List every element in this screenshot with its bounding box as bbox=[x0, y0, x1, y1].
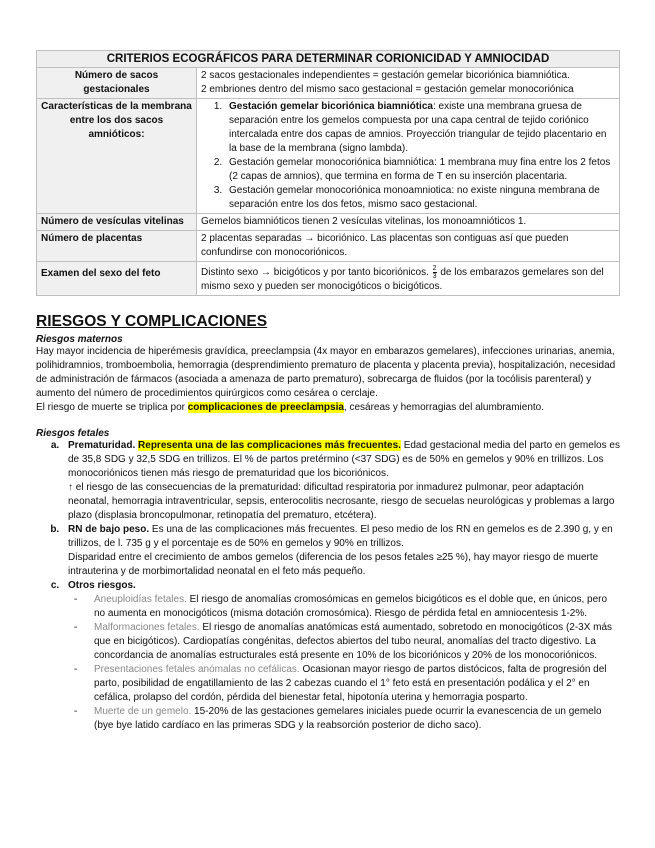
row-value-vesiculas: Gemelos biamnióticos tienen 2 vesículas vitelinas, los monoamnióticos 1. bbox=[197, 214, 620, 231]
table-row bbox=[37, 99, 620, 214]
row-value-placentas: 2 placentas separadas → bicoriónico. Las placentas son contiguas así que pueden confundirse con monocoriónicos. bbox=[197, 231, 620, 262]
maternal-death-paragraph: El riesgo de muerte se triplica por complicaciones de preeclampsia, cesáreas y hemorragias del alumbramiento. bbox=[36, 402, 545, 414]
list-item-prematuridad: a. Prematuridad. Representa una de las complicaciones más frecuentes. Edad gestacional media del parto en gemelos es de 35,8 SDG y 32,5 SDG en trillizos. El % de partos pretérmino (<37 SDG) es de 50% en gemelos y 90% en trillizos. Los monocoriónicos tienen más riesgo de prematuridad que los bicoriónicos. ↑ el riesgo de las consecuencias de la prematuridad: dificultad respiratoria por inmadurez pulmonar, peor adaptación neonatal, hemorragia intraventricular, sepsis, enterocolitis necrosante, riesgo de secuelas neurológicas y problemas a largo plazo (displasia broncopulmonar, retinopatía del prematuro, etcétera). bbox=[62, 439, 620, 523]
list-item: - Presentaciones fetales anómalas no cefálicas. Ocasionan mayor riesgo de partos distócicos, falta de progresión del parto, posibilidad de engatillamiento de las 2 cabezas cuando el 1° feto está en presentación podálica y el 2° en cefálica, prolapso del cordón, pérdida del bienestar fetal, hipotonía uterina y hemorragia posparto. bbox=[74, 664, 607, 704]
row-value-caracteristicas bbox=[197, 99, 620, 214]
table-row bbox=[37, 231, 620, 262]
list-item-otros: c. Otros riesgos. - Aneuploidías fetales. El riesgo de anomalías cromosómicas en gemelos bicigóticos es el doble que, en únicos, pero no aumenta en monocigóticos (misma dotación cromosómica). Riesgo de pérdida fetal en amniocentesis 1-2%. - Malformaciones fetales. El riesgo de anomalías anatómicas está aumentado, sobretodo en monocigóticos (2-3X más que en bicigóticos). Cardiopatías congénitas, defectos abiertos del tubo neural, anomalías del tracto digestivo. La concordancia de anomalías estructurales está presente en 10% de los bicoriónicos y 20% de los monocoriónicos. - Presentaciones fetales anómalas no cefálicas. Ocasionan mayor riesgo de partos distócicos, falta de progresión del parto, posibilidad de engatillamiento de las 2 cabezas cuando el 1° feto está en presentación podálica y el 2° en cefálica, prolapso del cordón, pérdida del bienestar fetal, hipotonía uterina y hemorragia posparto. - Muerte de un gemelo. 15-20% de las gestaciones gemelares iniciales puede ocurrir la evanescencia de un gemelo (bye bye latido cardíaco en las primeras SDG y la reabsorción posterior de dicho saco). bbox=[62, 579, 620, 733]
row-label-sexo: Examen del sexo del feto bbox=[37, 262, 197, 296]
maternal-risks-paragraph: Hay mayor incidencia de hiperémesis gravídica, preeclampsia (4x mayor en embarazos gemelares), infecciones urinarias, anemia, polihidramnios, tromboembolia, hemorragia (desprendimiento prematuro de placenta y placenta previa), hospitalización, necesidad de administración de fármacos (asociada a amenaza de parto prematuro), sobrecarga de fluidos (por la tocólisis parenteral) y aumento del número de procedimientos quirúrgicos como cesárea o cerclaje. bbox=[36, 346, 616, 400]
sacos-line-2: 2 embriones dentro del mismo saco gestacional = gestación gemelar monocoriónica bbox=[201, 84, 574, 95]
row-value-sacos bbox=[197, 68, 620, 99]
table-row bbox=[37, 214, 620, 231]
list-item: 3. Gestación gemelar monocoriónica monoamniotica: no existe ninguna membrana de separación entre los dos fetos, mismo saco gestacional. bbox=[225, 184, 615, 212]
sacos-line-1: 2 sacos gestacionales independientes = gestación gemelar bicoriónica biamniótica. bbox=[201, 70, 570, 81]
document-page bbox=[36, 50, 620, 733]
list-item: 1. Gestación gemelar bicoriónica biamniótica: existe una membrana gruesa de separación entre los gemelos compuesta por una capa central de tejido coriónico intercalada entre dos capas de amnios. Proyección triangular de tejido placentario en la base de la membrana (signo lambda). bbox=[225, 100, 615, 156]
table-row bbox=[37, 68, 620, 99]
two-thirds-fraction: $\frac{2}{3}$ bbox=[432, 265, 437, 280]
list-item: - Aneuploidías fetales. El riesgo de anomalías cromosómicas en gemelos bicigóticos es el doble que, en únicos, pero no aumenta en monocigóticos (misma dotación cromosómica). Riesgo de pérdida fetal en amniocentesis 1-2%. bbox=[74, 594, 608, 620]
table-title: CRITERIOS ECOGRÁFICOS PARA DETERMINAR CORIONICIDAD Y AMNIOCIDAD bbox=[37, 51, 620, 68]
membrane-types-list bbox=[201, 100, 615, 212]
list-item: 2. Gestación gemelar monocoriónica biamniótica: 1 membrana muy fina entre los 2 fetos (2 capas de amnios), que termina en forma de T en su inserción placentaria. bbox=[225, 156, 615, 184]
maternal-risks-heading: Riesgos maternos bbox=[36, 334, 123, 346]
section-title: RIESGOS Y COMPLICACIONES bbox=[36, 313, 268, 331]
fetal-risks-list bbox=[36, 439, 620, 733]
row-label-placentas: Número de placentas bbox=[37, 231, 197, 262]
highlight-preeclampsia: complicaciones de preeclampsia bbox=[187, 402, 344, 414]
criteria-table bbox=[36, 50, 620, 296]
other-risks-list bbox=[68, 593, 620, 733]
list-item: - Malformaciones fetales. El riesgo de anomalías anatómicas está aumentado, sobretodo en monocigóticos (2-3X más que en bicigóticos). Cardiopatías congénitas, defectos abiertos del tubo neural, anomalías del tracto digestivo. La concordancia de anomalías estructurales está presente en 10% de los bicoriónicos y 20% de los monocoriónicos. bbox=[74, 622, 613, 662]
list-item: - Muerte de un gemelo. 15-20% de las gestaciones gemelares iniciales puede ocurrir la evanescencia de un gemelo (bye bye latido cardíaco en las primeras SDG y la reabsorción posterior de dicho saco). bbox=[74, 706, 602, 732]
row-label-caracteristicas: Características de la membrana entre los dos sacos amnióticos: bbox=[37, 99, 197, 214]
row-value-sexo: Distinto sexo → bicigóticos y por tanto bicoriónicos. $\frac{2}{3}$ de los embarazos gemelares son del mismo sexo y pueden ser monocigóticos o bicigóticos. bbox=[197, 262, 620, 296]
highlight-frecuentes: Representa una de las complicaciones más frecuentes. bbox=[138, 440, 401, 452]
row-label-sacos: Número de sacos gestacionales bbox=[37, 68, 197, 99]
list-item-rn-bajo-peso: b. RN de bajo peso. Es una de las complicaciones más frecuentes. El peso medio de los RN en gemelos es de 2.390 g, y en trillizos, de l. 735 g y el porcentaje es de 50% en gemelos y 90% en trillizos. Disparidad entre el crecimiento de ambos gemelos (diferencia de los pesos fetales ≥25 %), hay mayor riesgo de muerte intrauterina y de morbimortalidad neonatal en el feto más pequeño. bbox=[62, 523, 620, 579]
table-row bbox=[37, 262, 620, 296]
fetal-risks-heading: Riesgos fetales bbox=[36, 428, 110, 440]
row-label-vesiculas: Número de vesículas vitelinas bbox=[37, 214, 197, 231]
